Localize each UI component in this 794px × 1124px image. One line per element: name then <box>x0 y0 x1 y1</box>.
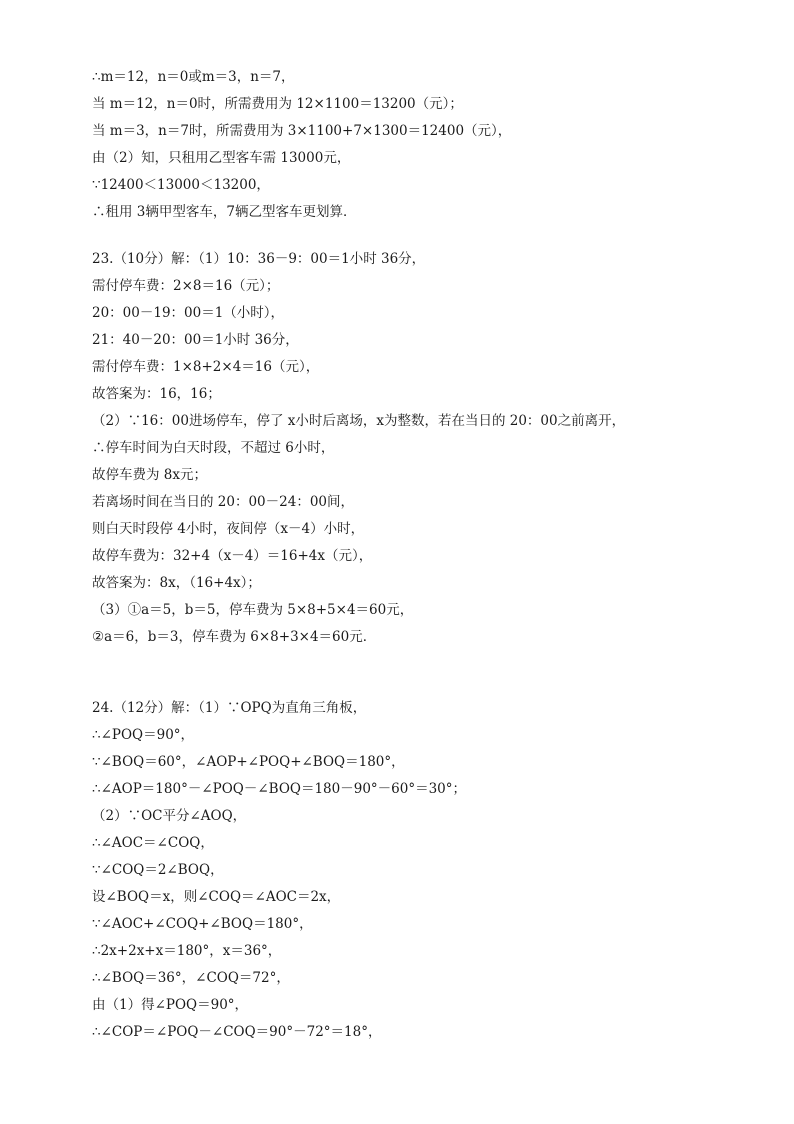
text-line: ∴2x+2x+x＝180°，x＝36°， <box>92 943 282 959</box>
text-line: ∴∠AOP＝180°－∠POQ－∠BOQ＝180－90°－60°＝30°； <box>92 781 467 797</box>
question-heading: 23.（10分）解：（1）10：36－9：00＝1小时 36分， <box>92 251 426 267</box>
spacer <box>92 651 772 695</box>
text-line: 故停车费为：32+4（x－4）＝16+4x（元）， <box>92 548 373 564</box>
text-line: （2）∵OC平分∠AOQ， <box>92 808 247 824</box>
text-line: 故答案为：8x，（16+4x）； <box>92 575 261 591</box>
text-line: ∴∠BOQ＝36°，∠COQ＝72°， <box>92 970 290 986</box>
text-line: 故答案为：16，16； <box>92 386 221 402</box>
text-line: 故停车费为 8x元； <box>92 467 207 483</box>
text-line: （2）∵16：00进场停车，停了 x小时后离场，x为整数，若在当日的 20：00之前离开， <box>92 413 626 429</box>
solution-block-24 <box>92 695 772 1046</box>
text-line: 21：40－20：00＝1小时 36分， <box>92 332 299 348</box>
text-line: ∴停车时间为白天时段，不超过 6小时， <box>92 440 335 456</box>
text-line: 则白天时段停 4小时，夜间停（x－4）小时， <box>92 521 365 537</box>
solution-block-22-continued <box>92 64 772 226</box>
text-line: 当 m＝12，n＝0时，所需费用为 12×1100＝13200（元）； <box>92 96 463 112</box>
text-line: ∴∠COP＝∠POQ－∠COQ＝90°－72°＝18°， <box>92 1024 382 1040</box>
text-line: ∵12400＜13000＜13200， <box>92 177 270 193</box>
text-line: ∵∠BOQ＝60°，∠AOP+∠POQ+∠BOQ＝180°， <box>92 754 405 770</box>
text-line: 若离场时间在当日的 20：00－24：00间， <box>92 494 355 510</box>
question-heading: 24.（12分）解：（1）∵OPQ为直角三角板， <box>92 700 367 716</box>
spacer <box>92 226 772 246</box>
text-line: 需付停车费：2×8＝16（元）； <box>92 278 280 294</box>
solution-block-23 <box>92 246 772 651</box>
text-line: （3）①a＝5，b＝5，停车费为 5×8+5×4＝60元， <box>92 602 414 618</box>
text-line: ∴∠POQ＝90°， <box>92 727 195 743</box>
text-line: ∴∠AOC＝∠COQ， <box>92 835 214 851</box>
text-line: ∴租用 3辆甲型客车，7辆乙型客车更划算． <box>92 204 357 220</box>
text-line: 由（1）得∠POQ＝90°， <box>92 997 249 1013</box>
document-page <box>92 64 772 1046</box>
text-line: ∵∠COQ＝2∠BOQ， <box>92 862 224 878</box>
text-line: 设∠BOQ＝x，则∠COQ＝∠AOC＝2x， <box>92 889 341 905</box>
text-line: ∵∠AOC+∠COQ+∠BOQ＝180°， <box>92 916 313 932</box>
text-line: 由（2）知，只租用乙型客车需 13000元， <box>92 150 351 166</box>
text-line: ∴m＝12，n＝0或m＝3，n＝7， <box>92 69 295 85</box>
text-line: 当 m＝3，n＝7时，所需费用为 3×1100+7×1300＝12400（元）， <box>92 123 512 139</box>
text-line: 20：00－19：00＝1（小时）， <box>92 305 285 321</box>
text-line: ②a＝6，b＝3，停车费为 6×8+3×4＝60元． <box>92 629 377 645</box>
text-line: 需付停车费：1×8+2×4＝16（元）， <box>92 359 320 375</box>
